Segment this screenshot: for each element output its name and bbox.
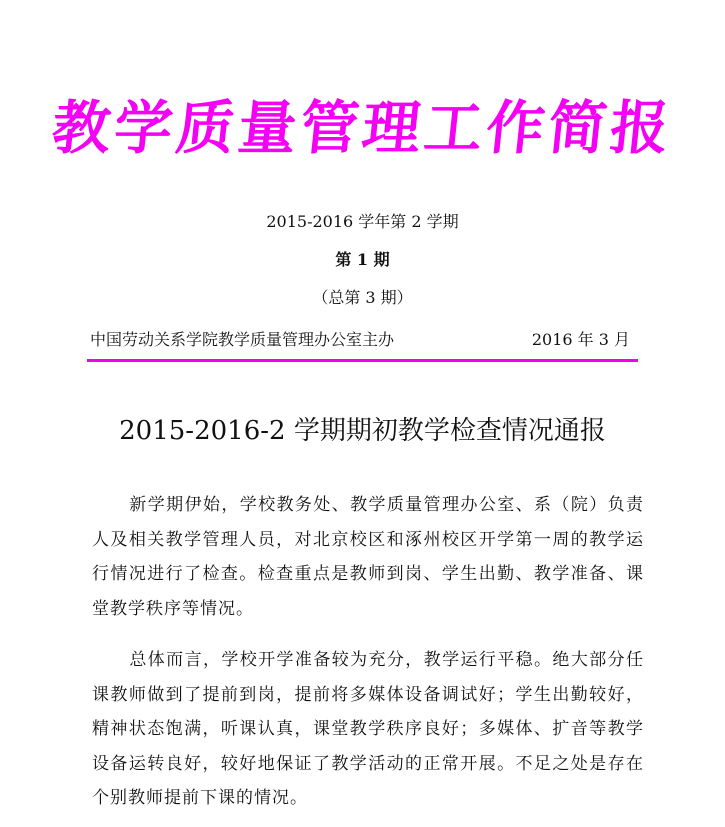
publisher-row bbox=[90, 330, 630, 350]
issue-date: 2016 年 3 月 bbox=[531, 330, 630, 349]
header-divider bbox=[87, 359, 638, 362]
term-line: 2015-2016 学年第 2 学期 bbox=[266, 212, 459, 231]
issue-number: 第 1 期 bbox=[335, 250, 390, 269]
paragraph: 总体而言，学校开学准备较为充分，教学运行平稳。绝大部分任课教师做到了提前到岗，提前将多媒体设备调试好；学生出勤较好，精神状态饱满，听课认真，课堂教学秩序良好；多媒体、扩音等教学设备运转良好，较好地保证了教学活动的正常开展。不足之处是存在个别教师提前下课的情况。 bbox=[92, 650, 644, 808]
masthead-title: 教学质量管理工作简报 bbox=[48, 94, 677, 162]
total-issue-number: （总第 3 期） bbox=[312, 288, 413, 307]
article-title: 2015-2016-2 学期期初教学检查情况通报 bbox=[119, 416, 606, 446]
organizer: 中国劳动关系学院教学质量管理办公室主办 bbox=[90, 330, 395, 349]
paragraph: 新学期伊始，学校教务处、教学质量管理办公室、系（院）负责人及相关教学管理人员，对北京校区和涿州校区开学第一周的教学运行情况进行了检查。检查重点是教师到岗、学生出勤、教学准备、课堂教学秩序等情况。 bbox=[92, 495, 644, 619]
